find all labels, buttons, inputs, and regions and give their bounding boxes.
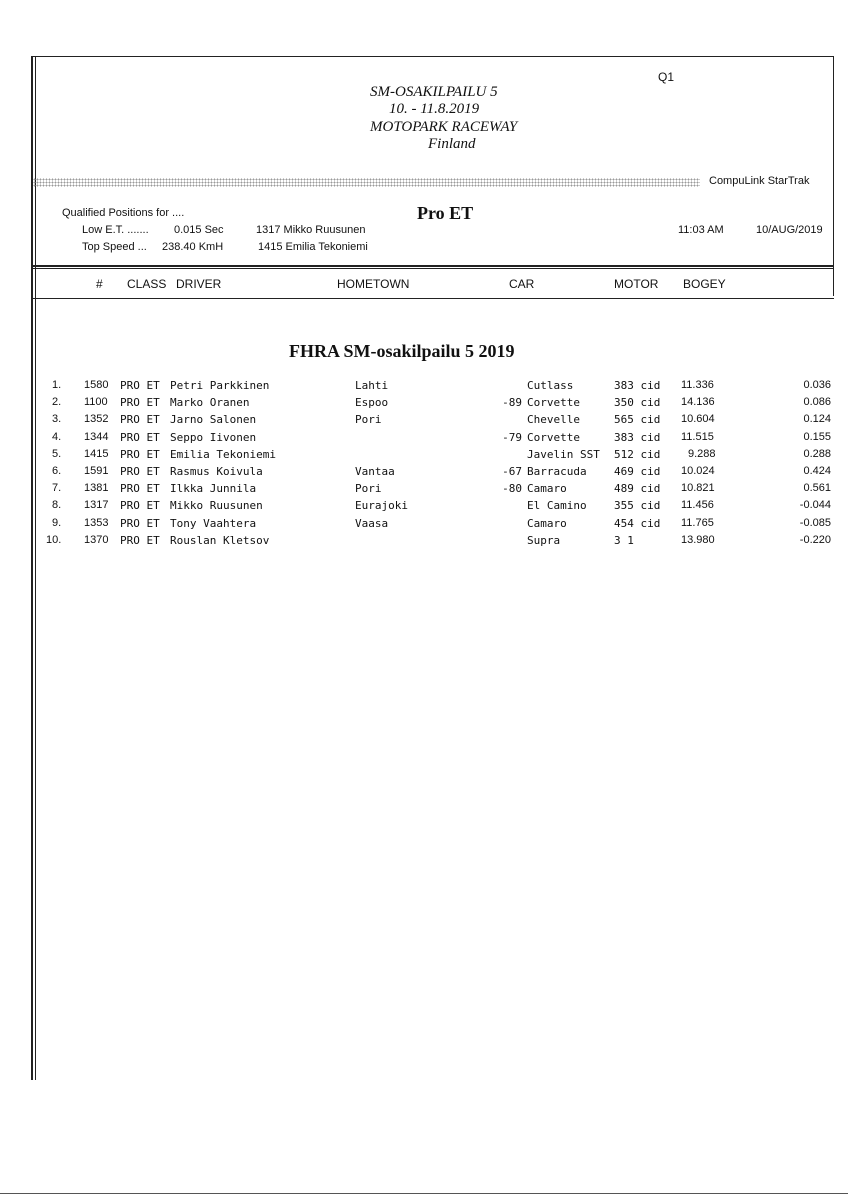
driver: Marko Oranen — [170, 396, 250, 409]
car-number: 1353 — [84, 517, 109, 529]
car: Cutlass — [527, 379, 574, 392]
table-row — [0, 396, 848, 413]
class-title: Pro ET — [417, 203, 474, 223]
car-year: -67 — [502, 465, 522, 478]
class: PRO ET — [120, 413, 160, 426]
table-row — [0, 448, 848, 465]
class: PRO ET — [120, 379, 160, 392]
car: Camaro — [527, 482, 567, 495]
car-year: -80 — [502, 482, 522, 495]
difference: 0.424 — [803, 465, 831, 477]
low-et-label: Low E.T. ....... — [82, 224, 149, 236]
car-number: 1370 — [84, 534, 109, 546]
report-time: 11:03 AM — [678, 224, 724, 236]
class: PRO ET — [120, 448, 160, 461]
motor: 489 cid — [614, 482, 661, 495]
car-number: 1100 — [84, 396, 108, 408]
class: PRO ET — [120, 396, 160, 409]
driver: Mikko Ruusunen — [170, 499, 263, 512]
motor: 355 cid — [614, 499, 661, 512]
class: PRO ET — [120, 534, 160, 547]
col-class: CLASS — [127, 277, 167, 291]
car-year: -89 — [502, 396, 522, 409]
bogey: 11.765 — [681, 517, 714, 529]
bogey: 9.288 — [688, 448, 716, 460]
motor: 3 1 — [614, 534, 634, 547]
car-number: 1415 — [84, 448, 109, 460]
top-speed-driver: 1415 Emilia Tekoniemi — [258, 241, 368, 253]
motor: 383 cid — [614, 379, 661, 392]
table-row — [0, 379, 848, 396]
table-row — [0, 413, 848, 430]
frame-left-line — [31, 56, 33, 1080]
qualified-label: Qualified Positions for .... — [62, 207, 185, 219]
motor: 350 cid — [614, 396, 661, 409]
position: 7. — [52, 482, 62, 494]
difference: 0.288 — [803, 448, 831, 460]
difference: 0.124 — [803, 413, 831, 425]
col-hometown: HOMETOWN — [337, 277, 410, 291]
motor: 454 cid — [614, 517, 661, 530]
hometown: Pori — [355, 482, 382, 495]
car: El Camino — [527, 499, 587, 512]
class: PRO ET — [120, 517, 160, 530]
motor: 565 cid — [614, 413, 661, 426]
driver: Rasmus Koivula — [170, 465, 263, 478]
col-number: # — [96, 277, 103, 291]
report-date: 10/AUG/2019 — [756, 224, 823, 236]
top-speed-label: Top Speed ... — [82, 241, 147, 253]
difference: 0.086 — [803, 396, 831, 408]
hometown: Espoo — [355, 396, 389, 409]
low-et-driver: 1317 Mikko Ruusunen — [256, 224, 366, 236]
class: PRO ET — [120, 431, 160, 444]
bogey: 11.515 — [681, 431, 714, 443]
driver: Jarno Salonen — [170, 413, 257, 426]
car: Barracuda — [527, 465, 587, 478]
hometown: Vantaa — [355, 465, 395, 478]
top-speed-value: 238.40 KmH — [162, 241, 224, 253]
class: PRO ET — [120, 482, 160, 495]
hometown: Lahti — [355, 379, 389, 392]
difference: -0.220 — [799, 534, 831, 546]
col-motor: MOTOR — [614, 277, 659, 291]
bogey: 14.136 — [681, 396, 715, 408]
car-number: 1381 — [84, 482, 109, 494]
position: 10. — [46, 534, 62, 546]
table-row — [0, 517, 848, 534]
driver: Petri Parkkinen — [170, 379, 270, 392]
car-number: 1352 — [84, 413, 109, 425]
car-number: 1317 — [84, 499, 109, 511]
hometown: Pori — [355, 413, 382, 426]
position: 4. — [52, 431, 62, 443]
page-bottom-line — [0, 1193, 848, 1194]
position: 2. — [52, 396, 62, 408]
bogey: 10.604 — [681, 413, 715, 425]
driver: Rouslan Kletsov — [170, 534, 270, 547]
position: 5. — [52, 448, 62, 460]
difference: 0.155 — [803, 431, 831, 443]
difference: 0.561 — [803, 482, 831, 494]
sheet-code: Q1 — [658, 70, 675, 84]
difference: -0.085 — [799, 517, 831, 529]
table-row — [0, 534, 848, 551]
car-number: 1344 — [84, 431, 109, 443]
frame-left-line-inner — [35, 56, 36, 1080]
motor: 512 cid — [614, 448, 661, 461]
hometown: Vaasa — [355, 517, 389, 530]
driver: Ilkka Junnila — [170, 482, 257, 495]
motor: 469 cid — [614, 465, 661, 478]
event-dates: 10. - 11.8.2019 — [389, 101, 480, 117]
bogey: 10.821 — [681, 482, 715, 494]
position: 6. — [52, 465, 62, 477]
motor: 383 cid — [614, 431, 661, 444]
col-driver: DRIVER — [176, 277, 222, 291]
position: 8. — [52, 499, 62, 511]
position: 1. — [52, 379, 62, 391]
difference: 0.036 — [803, 379, 831, 391]
bogey: 11.456 — [681, 499, 714, 511]
frame-right-line — [833, 56, 834, 296]
dotted-separator — [33, 178, 700, 187]
car: Corvette — [527, 396, 580, 409]
col-bogey: BOGEY — [683, 277, 726, 291]
system-label: CompuLink StarTrak — [709, 175, 810, 187]
bogey: 10.024 — [681, 465, 715, 477]
car-number: 1580 — [84, 379, 109, 391]
car: Corvette — [527, 431, 580, 444]
bogey: 13.980 — [681, 534, 715, 546]
event-name: SM-OSAKILPAILU 5 — [370, 84, 498, 100]
table-row — [0, 482, 848, 499]
class: PRO ET — [120, 465, 160, 478]
hometown: Eurajoki — [355, 499, 408, 512]
driver: Seppo Iivonen — [170, 431, 257, 444]
car: Camaro — [527, 517, 567, 530]
low-et-value: 0.015 Sec — [174, 224, 224, 236]
driver: Tony Vaahtera — [170, 517, 257, 530]
car: Javelin SST — [527, 448, 600, 461]
column-divider — [31, 298, 834, 299]
car-number: 1591 — [84, 465, 109, 477]
position: 3. — [52, 413, 62, 425]
bogey: 11.336 — [681, 379, 714, 391]
event-venue: MOTOPARK RACEWAY — [370, 119, 518, 135]
driver: Emilia Tekoniemi — [170, 448, 276, 461]
position: 9. — [52, 517, 62, 529]
event-country: Finland — [428, 136, 476, 152]
frame-top-line — [31, 56, 834, 57]
header-divider-1 — [31, 265, 834, 267]
car-year: -79 — [502, 431, 522, 444]
car: Chevelle — [527, 413, 580, 426]
col-car: CAR — [509, 277, 535, 291]
table-row — [0, 499, 848, 516]
table-row — [0, 431, 848, 448]
class: PRO ET — [120, 499, 160, 512]
car: Supra — [527, 534, 561, 547]
difference: -0.044 — [799, 499, 831, 511]
results-title: FHRA SM-osakilpailu 5 2019 — [289, 341, 515, 361]
table-row — [0, 465, 848, 482]
header-divider-2 — [31, 268, 834, 269]
